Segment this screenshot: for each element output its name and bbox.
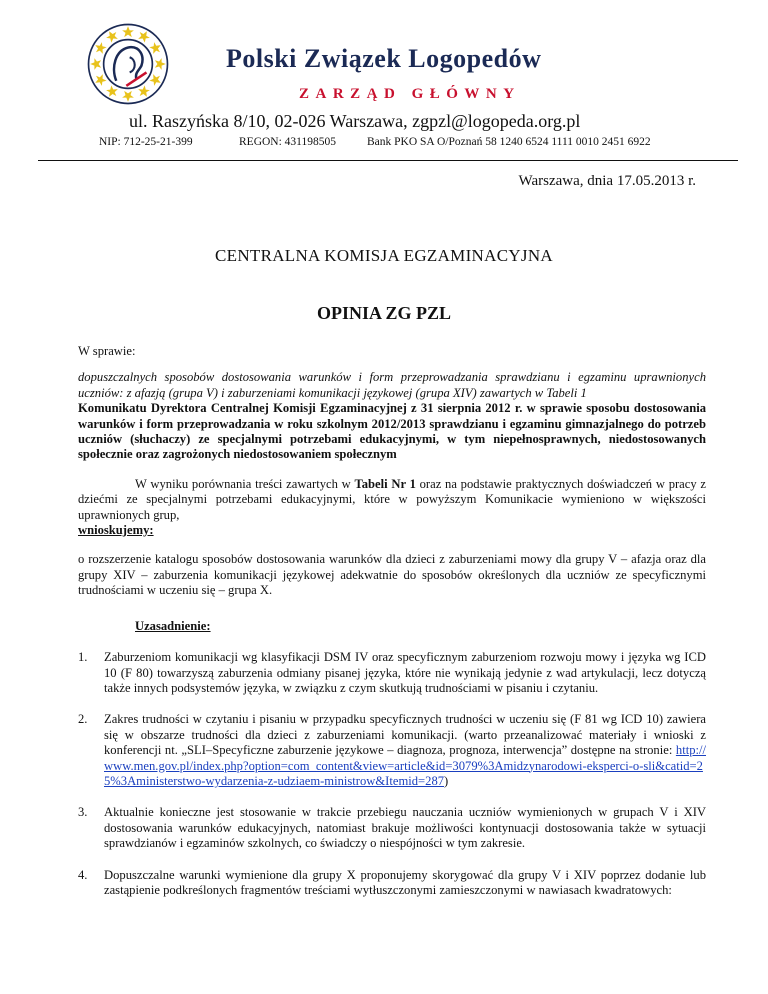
bank-account: Bank PKO SA O/Poznań 58 1240 6524 1111 0010 2451 6922 [367,136,651,148]
document-date: Warszawa, dnia 17.05.2013 r. [518,173,696,189]
conference-link[interactable]: http://www.men.gov.pl/index.php?option=com_content&view=article&id=3079%3Amidzynarodowi-eksperci-o-sli&catid=25%3Aministerstwo-wydarzenia-z-udziaem-ministrow&Itemid=287 [104,743,706,788]
address: ul. Raszyńska 8/10, 02-026 Warszawa, zgpzl@logopeda.org.pl [129,111,581,131]
pzl-logo-icon [86,22,170,106]
org-subtitle: ZARZĄD GŁÓWNY [299,86,521,102]
nip: NIP: 712-25-21-399 [99,136,193,148]
justification-list [78,650,706,898]
document-title: OPINIA ZG PZL [316,303,452,323]
subject-italic: dopuszczalnych sposobów dostosowania warunków i form przeprowadzania sprawdzianu i egzaminu uprawnionych uczniów: z afazją (grupa V) i zaburzeniami komunikacji językowej (grupa XIV) zawartych w Tabeli 1 [78,370,706,400]
list-item: 3. Aktualnie konieczne jest stosowanie w trakcie przebiegu nauczania uczniów wymienionych w grupach V i XIV dostosowania warunków edukacyjnych, natomiast brakuje możliwości kontynuacji dostosowania także w sytuacji sprawdzianów i egzaminów szkolnych, co świadczy o niespójności w tym zakresie. [78,805,706,851]
list-item: 2. Zakres trudności w czytaniu i pisaniu w przypadku specyficznych trudności w uczeniu się (F 81 wg ICD 10) zawiera się w obszarze trudności dla dzieci z zaburzeniami komunikacji. (warto przeanalizować materiały i wnioski z konferencji nt. „SLI–Specyficzne zaburzenie językowe – diagnoza, prognoza, interwencja” dostępne na stronie: http://www.men.gov.pl/index.php?option=com_content&view=article&id=3079%3Amidzynarodowi-eksperci-o-sli&catid=25%3Aministerstwo-wydarzenia-z-udziaem-ministrow&Itemid=287) [78,712,706,788]
wnioskujemy-label: wnioskujemy: [78,523,154,538]
regon: REGON: 431198505 [239,136,337,148]
org-name: Polski Związek Logopedów [226,44,542,73]
header-divider [38,160,738,161]
document-body [78,344,706,898]
list-item: 4. Dopuszczalne warunki wymienione dla grupy X proponujemy skorygować dla grupy V i XIV poprzez dodanie lub zastąpienie podkreślonych fragmentów treściami wytłuszczonymi zamieszczonymi w nawiasach kwadratowych: [78,867,706,897]
intro-paragraph: W wyniku porównania treści zawartych w Tabeli Nr 1 oraz na podstawie praktycznych doświadczeń w pracy z dziećmi ze specjalnymi potrzebami edukacyjnymi, które w powyższym Komunikacie wymieniono w większości uprawnionych grup, [78,476,706,522]
request-paragraph: o rozszerzenie katalogu sposobów dostosowania warunków dla dzieci z zaburzeniami mowy dla grupy V – afazja oraz dla grupy XIV – zaburzenia komunikacji językowej adekwatnie do sposobów określonych dla uczniów ze specyficznymi trudnościami w uczeniu się – grupa X. [78,552,706,598]
recipient: CENTRALNA KOMISJA EGZAMINACYJNA [215,246,553,265]
list-item: 1. Zaburzeniom komunikacji wg klasyfikacji DSM IV oraz specyficznym zaburzeniom rozwoju mowy i języka wg ICD 10 (F 80) towarzyszą zaburzenia odmiany pisanej języka, które nie wynikają jedynie z wad artykulacji, lecz dotyczą także innych podsystemów języka, w związku z czym skutkują trudnościami w pisaniu i czytaniu. [78,650,706,695]
uzasadnienie-label: Uzasadnienie: [135,618,211,633]
subject-bold: Komunikatu Dyrektora Centralnej Komisji Egzaminacyjnej z 31 sierpnia 2012 r. w sprawie sposobu dostosowania warunków i form przeprowadzania w roku szkolnym 2012/2013 sprawdzianu i egzaminu gimnazjalnego do potrzeb uczniów (słuchaczy) ze specjalnymi potrzebami edukacyjnymi, w tym niepełnosprawnych, niedostosowanych społecznie oraz zagrożonych niedostosowaniem społecznym [78,401,706,462]
w-sprawie-label: W sprawie: [78,344,136,358]
